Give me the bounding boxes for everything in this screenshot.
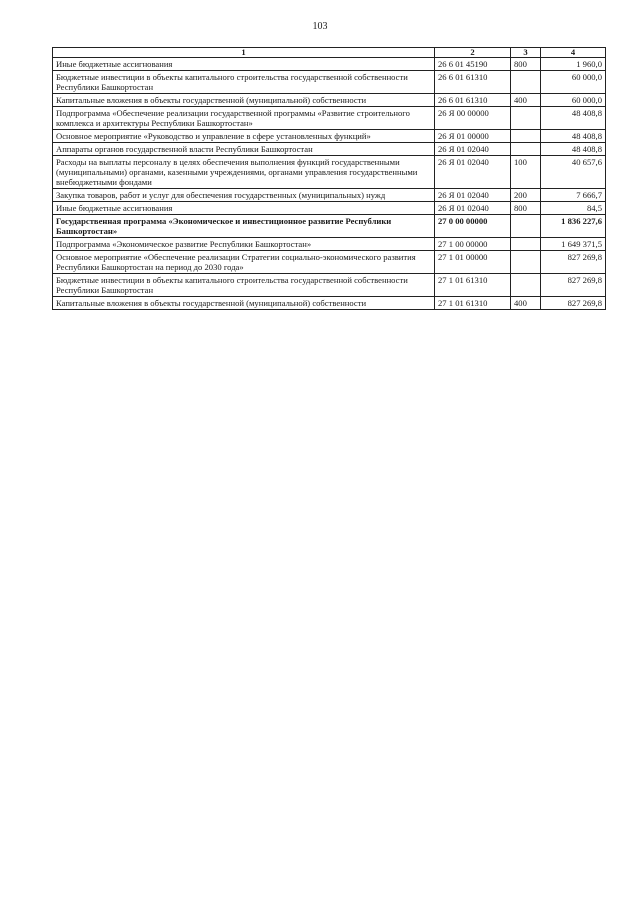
row-code-cell: 27 0 00 00000 xyxy=(435,215,511,238)
row-amount-cell: 7 666,7 xyxy=(541,189,606,202)
budget-table xyxy=(52,47,606,310)
row-amount-cell: 60 000,0 xyxy=(541,71,606,94)
row-name-cell: Расходы на выплаты персоналу в целях обеспечения выполнения функций государственными (муниципальными) органами, казенными учреждениями, органами управления государственными внебюджетными фондами xyxy=(53,156,435,189)
row-amount-cell: 60 000,0 xyxy=(541,94,606,107)
column-header-1: 1 xyxy=(53,48,435,58)
table-body xyxy=(53,58,606,310)
row-code-cell: 27 1 01 00000 xyxy=(435,251,511,274)
row-type-cell: 200 xyxy=(511,189,541,202)
row-code-cell: 27 1 01 61310 xyxy=(435,274,511,297)
row-name-cell: Иные бюджетные ассигнования xyxy=(53,202,435,215)
row-amount-cell: 48 408,8 xyxy=(541,107,606,130)
row-code-cell: 26 6 01 61310 xyxy=(435,94,511,107)
table-row xyxy=(53,94,606,107)
row-code-cell: 27 1 00 00000 xyxy=(435,238,511,251)
page-number: 103 xyxy=(312,21,328,32)
row-name-cell: Подпрограмма «Экономическое развитие Республики Башкортостан» xyxy=(53,238,435,251)
table-row xyxy=(53,215,606,238)
row-code-cell: 26 6 01 61310 xyxy=(435,71,511,94)
row-amount-cell: 48 408,8 xyxy=(541,143,606,156)
column-header-4: 4 xyxy=(541,48,606,58)
row-code-cell: 27 1 01 61310 xyxy=(435,297,511,310)
row-name-cell: Подпрограмма «Обеспечение реализации государственной программы «Развитие строительного комплекса и архитектуры Республики Башкортостан» xyxy=(53,107,435,130)
row-amount-cell: 827 269,8 xyxy=(541,274,606,297)
row-type-cell xyxy=(511,251,541,274)
row-type-cell: 800 xyxy=(511,202,541,215)
row-name-cell: Капитальные вложения в объекты государственной (муниципальной) собственности xyxy=(53,94,435,107)
table-row xyxy=(53,107,606,130)
row-code-cell: 26 Я 01 02040 xyxy=(435,156,511,189)
row-amount-cell: 1 960,0 xyxy=(541,58,606,71)
row-name-cell: Государственная программа «Экономическое и инвестиционное развитие Республики Башкортостан» xyxy=(53,215,435,238)
row-amount-cell: 827 269,8 xyxy=(541,297,606,310)
table-row xyxy=(53,202,606,215)
table-row xyxy=(53,156,606,189)
row-name-cell: Капитальные вложения в объекты государственной (муниципальной) собственности xyxy=(53,297,435,310)
row-type-cell xyxy=(511,71,541,94)
row-code-cell: 26 6 01 45190 xyxy=(435,58,511,71)
table-row xyxy=(53,238,606,251)
row-amount-cell: 827 269,8 xyxy=(541,251,606,274)
row-type-cell xyxy=(511,238,541,251)
table-row xyxy=(53,143,606,156)
column-header-3: 3 xyxy=(511,48,541,58)
row-type-cell: 100 xyxy=(511,156,541,189)
table-row xyxy=(53,130,606,143)
row-name-cell: Иные бюджетные ассигнования xyxy=(53,58,435,71)
row-code-cell: 26 Я 01 02040 xyxy=(435,143,511,156)
row-name-cell: Основное мероприятие «Руководство и управление в сфере установленных функций» xyxy=(53,130,435,143)
row-name-cell: Бюджетные инвестиции в объекты капитального строительства государственной собственности Республики Башкортостан xyxy=(53,71,435,94)
row-name-cell: Закупка товаров, работ и услуг для обеспечения государственных (муниципальных) нужд xyxy=(53,189,435,202)
table-row xyxy=(53,297,606,310)
row-amount-cell: 1 649 371,5 xyxy=(541,238,606,251)
row-type-cell: 400 xyxy=(511,297,541,310)
row-type-cell xyxy=(511,143,541,156)
column-header-2: 2 xyxy=(435,48,511,58)
row-amount-cell: 1 836 227,6 xyxy=(541,215,606,238)
table-row xyxy=(53,58,606,71)
row-code-cell: 26 Я 00 00000 xyxy=(435,107,511,130)
row-name-cell: Бюджетные инвестиции в объекты капитального строительства государственной собственности Республики Башкортостан xyxy=(53,274,435,297)
row-code-cell: 26 Я 01 00000 xyxy=(435,130,511,143)
row-type-cell xyxy=(511,215,541,238)
row-code-cell: 26 Я 01 02040 xyxy=(435,189,511,202)
row-code-cell: 26 Я 01 02040 xyxy=(435,202,511,215)
row-type-cell xyxy=(511,107,541,130)
row-type-cell: 400 xyxy=(511,94,541,107)
row-type-cell: 800 xyxy=(511,58,541,71)
table-row xyxy=(53,274,606,297)
table-header-row xyxy=(53,48,606,58)
row-amount-cell: 48 408,8 xyxy=(541,130,606,143)
table-row xyxy=(53,251,606,274)
row-amount-cell: 40 657,6 xyxy=(541,156,606,189)
row-name-cell: Основное мероприятие «Обеспечение реализации Стратегии социально-экономического развития Республики Башкортостан на период до 2030 года» xyxy=(53,251,435,274)
table-row xyxy=(53,71,606,94)
row-amount-cell: 84,5 xyxy=(541,202,606,215)
row-type-cell xyxy=(511,274,541,297)
row-name-cell: Аппараты органов государственной власти Республики Башкортостан xyxy=(53,143,435,156)
table-row xyxy=(53,189,606,202)
row-type-cell xyxy=(511,130,541,143)
